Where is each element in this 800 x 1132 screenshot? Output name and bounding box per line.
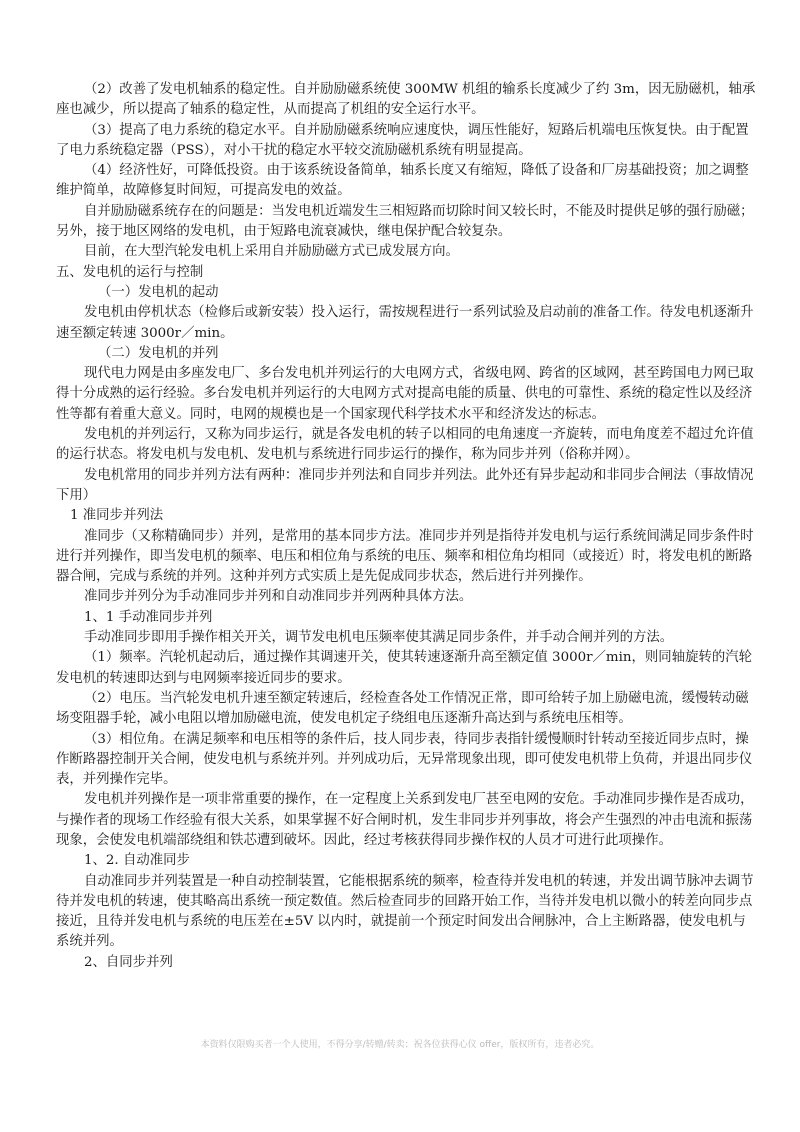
- paragraph: 准同步（又称精确同步）并列，是常用的基本同步方法。准同步并列是指待并发电机与运行系统间满足同步条件时进行并列操作，即当发电机的频率、电压和相位角与系统的电压、频率和相位角均相同（或接近）时，将发电机的断路器合闸，完成与系统的并列。这种并列方式实质上是先促成同步状态，然后进行并列操作。: [56, 528, 754, 585]
- subsection-heading: （一）发电机的起动: [98, 284, 219, 300]
- subsection-heading: 1、1 手动准同步并列: [84, 609, 213, 625]
- paragraph: 发电机由停机状态（检修后或新安装）投入运行，需按规程进行一系列试验及启动前的准备工作。待发电机逐渐升速至额定转速 3000r／min。: [56, 305, 754, 341]
- paragraph: 准同步并列分为手动准同步并列和自动准同步并列两种具体方法。: [84, 589, 473, 605]
- paragraph: 发电机常用的同步并列方法有两种：准同步并列法和自同步并列法。此外还有异步起动和非同步合闸法（事故情况下用）: [56, 467, 754, 503]
- paragraph: （4）经济性好，可降低投资。由于该系统设备简单，轴系长度又有缩短，降低了设备和厂房基础投资；加之调整维护简单，故障修复时间短，可提高发电的效益。: [56, 163, 749, 199]
- subsection-heading: 1、2. 自动准同步: [84, 853, 190, 869]
- section-heading: 五、发电机的运行与控制: [56, 264, 204, 280]
- paragraph: 目前，在大型汽轮发电机上采用自并励励磁方式已成发展方向。: [84, 244, 459, 260]
- subsection-heading: 1 准同步并列法: [70, 508, 164, 524]
- paragraph: 自动准同步并列装置是一种自动控制装置，它能根据系统的频率，检查待并发电机的转速，并发出调节脉冲去调节待并发电机的转速，使其略高出系统一预定数值。然后检查同步的回路开始工作，当待并发电机以微小的转差向同步点接近，且待并发电机与系统的电压差在±5V 以内时，就提前一个预定时间发出合闸脉冲，合上主断路器，使发电机与系统并列。: [56, 873, 754, 950]
- paragraph: 现代电力网是由多座发电厂、多台发电机并列运行的大电网方式，省级电网、跨省的区域网，甚至跨国电力网已取得十分成熟的运行经验。多台发电机并列运行的大电网方式对提高电能的质量、供电的可靠性、系统的稳定性以及经济性等都有着重大意义。同时，电网的规模也是一个国家现代科学技术水平和经济发达的标志。: [56, 366, 754, 422]
- paragraph: 发电机并列操作是一项非常重要的操作，在一定程度上关系到发电厂甚至电网的安危。手动准同步操作是否成功，与操作者的现场工作经验有很大关系，如果掌握不好合闸时机，发生非同步并列事故，将会产生强烈的冲击电流和振荡现象，会使发电机端部绕组和铁芯遭到破坏。因此，经过考核获得同步操作权的人员才可进行此项操作。: [56, 792, 754, 848]
- subsection-heading: （二）发电机的并列: [98, 345, 219, 361]
- paragraph: （3）提高了电力系统的稳定水平。自并励励磁系统响应速度快，调压性能好，短路后机端电压恢复快。由于配置了电力系统稳定器（PSS），对小干扰的稳定水平较交流励磁机系统有明显提高。: [56, 122, 749, 158]
- paragraph: （1）频率。汽轮机起动后，通过操作其调速开关，使其转速逐渐升高至额定值 3000r／min，则同轴旋转的汽轮发电机的转速即达到与电网频率接近同步的要求。: [56, 650, 753, 686]
- document-body: [56, 80, 756, 973]
- paragraph: 发电机的并列运行，又称为同步运行，就是各发电机的转子以相同的电角速度一齐旋转，而电角度差不超过允许值的运行状态。将发电机与发电机、发电机与系统进行同步运行的操作，称为同步并列（俗称并网）。: [56, 427, 754, 463]
- paragraph: （2）电压。当汽轮发电机升速至额定转速后，经检查各处工作情况正常，即可给转子加上励磁电流，缓慢转动磁场变阻器手轮，减小电阻以增加励磁电流，使发电机定子绕组电压逐渐升高达到与系统电压相等。: [56, 690, 749, 727]
- paragraph: 手动准同步即用手操作相关开关，调节发电机电压频率使其满足同步条件，并手动合闸并列的方法。: [84, 630, 674, 646]
- subsection-heading: 2、自同步并列: [84, 954, 173, 970]
- paragraph: （3）相位角。在满足频率和电压相等的条件后，技人同步表，待同步表指针缓慢顺时针转动至接近同步点时，操作断路器控制开关合闸，使发电机与系统并列。并列成功后，无异常现象出现，即可使发电机带上负荷，并退出同步仪表，并列操作完毕。: [56, 731, 753, 788]
- paragraph: 自并励励磁系统存在的问题是：当发电机近端发生三相短路而切除时间又较长时，不能及时提供足够的强行励磁；另外，接于地区网络的发电机，由于短路电流衰减快，继电保护配合较复杂。: [56, 203, 754, 240]
- paragraph: （2）改善了发电机轴系的稳定性。自并励励磁系统使 300MW 机组的输系长度减少了约 3m，因无励磁机，轴承座也减少，所以提高了轴系的稳定性，从而提高了机组的安全运行水平。: [56, 82, 756, 118]
- footer-notice: 本资料仅限购买者一个人使用，不得分享/转赠/转卖；祝各位获得心仪 offer，版权所有，违者必究。: [200, 1040, 600, 1050]
